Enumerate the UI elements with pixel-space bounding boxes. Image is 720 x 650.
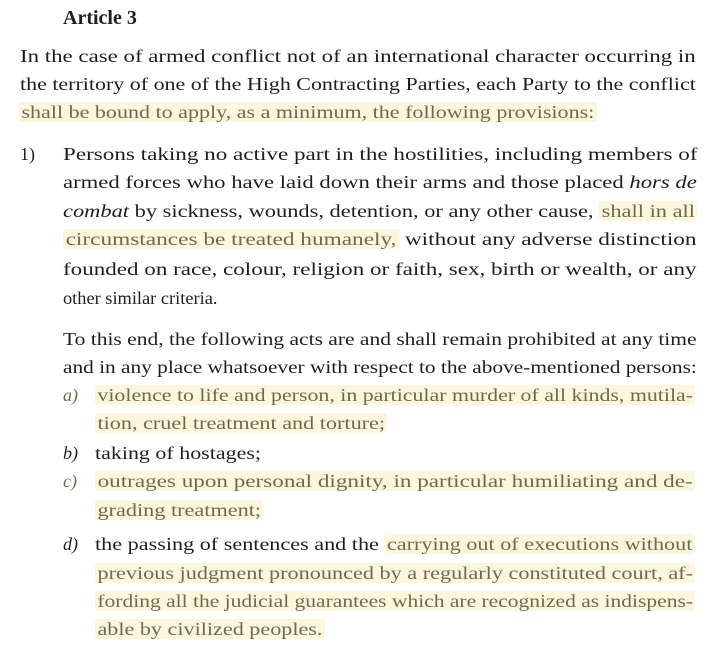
item-a-line-1 [95, 382, 695, 408]
highlight: shall in all [599, 201, 697, 221]
item-d-marker: d) [63, 534, 78, 554]
item-1-line-6: other similar criteria. [63, 288, 218, 308]
highlight: circumstances be treated humanely, [63, 229, 399, 249]
text: the passing of sentences and the [95, 534, 385, 554]
italic-text: combat [63, 201, 130, 221]
text: without any adverse distinction [399, 229, 697, 249]
item-1-line-5: founded on race, colour, religion or faith, sex, birth or wealth, or any [63, 259, 697, 279]
item-1-line-2 [63, 169, 697, 195]
item-c-line-1 [95, 468, 695, 494]
highlight: able by civilized peoples. [95, 619, 325, 639]
item-1-line-1: Persons taking no active part in the hostilities, including members of [63, 144, 698, 164]
para-line-1: To this end, the following acts are and shall remain prohibited at any time [63, 329, 697, 349]
article-title: Article 3 [63, 7, 137, 29]
highlight: previous judgment pronounced by a regularly constituted court, af- [95, 563, 695, 583]
item-a-marker: a) [63, 385, 78, 405]
item-d-line-1 [95, 531, 695, 557]
highlight: grading treatment; [95, 500, 264, 520]
intro-line-3 [19, 99, 597, 125]
item-1-number: 1) [20, 144, 35, 164]
intro-line-1: In the case of armed conflict not of an international character occurring in [20, 46, 696, 66]
item-d-line-3 [95, 588, 695, 614]
highlight: carrying out of executions without [384, 534, 694, 554]
para-line-2: and in any place whatsoever with respect to the above-mentioned persons: [63, 357, 697, 377]
highlight: outrages upon personal dignity, in particular humiliating and de- [95, 471, 695, 491]
item-1-line-3 [63, 198, 698, 224]
italic-text: hors de [629, 172, 697, 192]
item-1-line-4 [63, 226, 697, 252]
item-b-line-1: taking of hostages; [95, 443, 261, 463]
highlight: tion, cruel treatment and torture; [95, 413, 388, 433]
item-a-line-2 [95, 410, 388, 436]
item-d-line-4 [95, 616, 325, 642]
highlight: fording all the judicial guarantees which are recognized as indispens- [95, 591, 695, 611]
highlight: violence to life and person, in particular murder of all kinds, mutila- [95, 385, 695, 405]
item-c-marker: c) [63, 471, 77, 491]
highlight: shall be bound to apply, as a minimum, the following provisions: [19, 102, 597, 122]
intro-line-2: the territory of one of the High Contracting Parties, each Party to the conflict [20, 74, 696, 94]
text: by sickness, wounds, detention, or any other cause, [129, 201, 600, 221]
text: armed forces who have laid down their arms and those placed [63, 172, 630, 192]
item-d-line-2 [95, 560, 695, 586]
item-b-marker: b) [63, 443, 78, 463]
item-c-line-2 [95, 497, 264, 523]
